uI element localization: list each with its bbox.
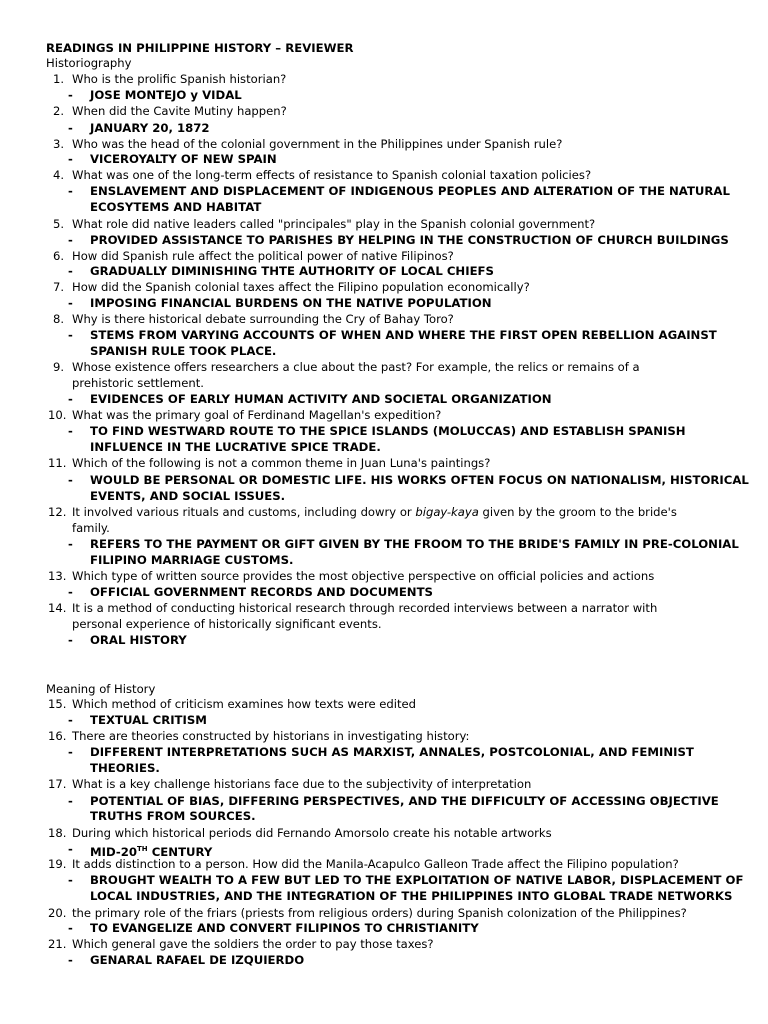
answer-text: TO FIND WESTWARD ROUTE TO THE SPICE ISLANDS (MOLUCCAS) AND ESTABLISH SPANISH bbox=[90, 424, 686, 438]
item-number: 21. bbox=[48, 937, 67, 951]
question-text-part: It involved various rituals and customs, including dowry or bbox=[72, 505, 416, 519]
question-text: the primary role of the friars (priests from religious orders) during Spanish colonization of the Philippines? bbox=[72, 906, 687, 920]
question-text: Which method of criticism examines how texts were edited bbox=[72, 697, 417, 711]
answer-text: TEXTUAL CRITISM bbox=[90, 713, 207, 727]
answer-text: EVENTS, AND SOCIAL ISSUES. bbox=[90, 489, 286, 503]
question-text: Which type of written source provides the most objective perspective on official policies and actions bbox=[72, 569, 655, 583]
question-text: There are theories constructed by historians in investigating history: bbox=[72, 729, 470, 743]
answer-dash: - bbox=[68, 473, 73, 487]
answer-text-part: MID-20 bbox=[90, 845, 138, 859]
question-text: What was one of the long-term effects of resistance to Spanish colonial taxation policies? bbox=[72, 168, 592, 182]
answer-text: POTENTIAL OF BIAS, DIFFERING PERSPECTIVES, AND THE DIFFICULTY OF ACCESSING OBJECTIVE bbox=[90, 794, 719, 808]
item-number: 11. bbox=[48, 456, 67, 470]
question-text: Whose existence offers researchers a clue about the past? For example, the relics or remains of a bbox=[72, 360, 640, 374]
answer-text-part: CENTURY bbox=[147, 845, 213, 859]
answer-dash: - bbox=[68, 953, 73, 967]
item-number: 9. bbox=[52, 360, 64, 374]
answer-text: ENSLAVEMENT AND DISPLACEMENT OF INDIGENOUS PEOPLES AND ALTERATION OF THE NATURAL bbox=[90, 184, 730, 198]
answer-dash: - bbox=[68, 392, 73, 406]
answer-dash: - bbox=[68, 184, 73, 198]
answer-text: TO EVANGELIZE AND CONVERT FILIPINOS TO CHRISTIANITY bbox=[90, 921, 479, 935]
item-number: 19. bbox=[48, 857, 67, 871]
answer-dash: - bbox=[68, 633, 73, 647]
question-text: What is a key challenge historians face due to the subjectivity of interpretation bbox=[72, 777, 532, 791]
answer-superscript: TH bbox=[137, 845, 148, 853]
answer-dash: - bbox=[68, 296, 73, 310]
answer-text: SPANISH RULE TOOK PLACE. bbox=[90, 344, 277, 358]
question-text bbox=[72, 505, 677, 519]
answer-text: WOULD BE PERSONAL OR DOMESTIC LIFE. HIS WORKS OFTEN FOCUS ON NATIONALISM, HISTORICAL bbox=[90, 473, 749, 487]
question-text: What role did native leaders called "principales" play in the Spanish colonial government? bbox=[72, 217, 596, 231]
answer-text: JOSE MONTEJO y VIDAL bbox=[90, 88, 242, 102]
answer-text: FILIPINO MARRIAGE CUSTOMS. bbox=[90, 553, 294, 567]
item-number: 18. bbox=[48, 826, 67, 840]
item-number: 14. bbox=[48, 601, 67, 615]
answer-text: PROVIDED ASSISTANCE TO PARISHES BY HELPING IN THE CONSTRUCTION OF CHURCH BUILDINGS bbox=[90, 233, 729, 247]
question-text: Why is there historical debate surrounding the Cry of Bahay Toro? bbox=[72, 312, 454, 326]
question-text: When did the Cavite Mutiny happen? bbox=[72, 104, 287, 118]
answer-dash: - bbox=[68, 794, 73, 808]
answer-dash: - bbox=[68, 152, 73, 166]
item-number: 17. bbox=[48, 777, 67, 791]
item-number: 8. bbox=[52, 312, 64, 326]
item-number: 15. bbox=[48, 697, 67, 711]
item-number: 16. bbox=[48, 729, 67, 743]
question-text: How did the Spanish colonial taxes affect the Filipino population economically? bbox=[72, 280, 530, 294]
answer-text: IMPOSING FINANCIAL BURDENS ON THE NATIVE POPULATION bbox=[90, 296, 492, 310]
item-number: 7. bbox=[52, 280, 64, 294]
answer-text: DIFFERENT INTERPRETATIONS SUCH AS MARXIST, ANNALES, POSTCOLONIAL, AND FEMINIST bbox=[90, 745, 694, 759]
answer-text: GENARAL RAFAEL DE IZQUIERDO bbox=[90, 953, 305, 967]
section-heading-historiography: Historiography bbox=[46, 56, 132, 70]
item-number: 13. bbox=[48, 569, 67, 583]
answer-dash: - bbox=[68, 424, 73, 438]
question-text: During which historical periods did Fernando Amorsolo create his notable artworks bbox=[72, 826, 552, 840]
question-text: personal experience of historically significant events. bbox=[72, 617, 382, 631]
answer-dash: - bbox=[68, 842, 73, 856]
answer-text: OFFICIAL GOVERNMENT RECORDS AND DOCUMENTS bbox=[90, 585, 433, 599]
item-number: 6. bbox=[52, 249, 64, 263]
item-number: 3. bbox=[52, 137, 64, 151]
answer-text: LOCAL INDUSTRIES, AND THE INTEGRATION OF THE PHILIPPINES INTO GLOBAL TRADE NETWORKS bbox=[90, 889, 733, 903]
answer-dash: - bbox=[68, 585, 73, 599]
answer-dash: - bbox=[68, 873, 73, 887]
answer-dash: - bbox=[68, 537, 73, 551]
answer-text: VICEROYALTY OF NEW SPAIN bbox=[90, 152, 277, 166]
doc-title: READINGS IN PHILIPPINE HISTORY – REVIEWER bbox=[46, 41, 354, 55]
answer-text: EVIDENCES OF EARLY HUMAN ACTIVITY AND SOCIETAL ORGANIZATION bbox=[90, 392, 552, 406]
answer-text: THEORIES. bbox=[90, 761, 160, 775]
answer-dash: - bbox=[68, 121, 73, 135]
answer-dash: - bbox=[68, 921, 73, 935]
answer-dash: - bbox=[68, 745, 73, 759]
answer-text: JANUARY 20, 1872 bbox=[90, 121, 210, 135]
question-text: How did Spanish rule affect the political power of native Filipinos? bbox=[72, 249, 454, 263]
answer-dash: - bbox=[68, 713, 73, 727]
answer-dash: - bbox=[68, 233, 73, 247]
question-text: What was the primary goal of Ferdinand Magellan's expedition? bbox=[72, 408, 442, 422]
answer-text: REFERS TO THE PAYMENT OR GIFT GIVEN BY THE FROOM TO THE BRIDE'S FAMILY IN PRE-COLONIAL bbox=[90, 537, 739, 551]
answer-text: INFLUENCE IN THE LUCRATIVE SPICE TRADE. bbox=[90, 440, 381, 454]
question-text: family. bbox=[72, 521, 110, 535]
question-text: It is a method of conducting historical research through recorded interviews between a narrator with bbox=[72, 601, 658, 615]
item-number: 4. bbox=[52, 168, 64, 182]
question-text: Who was the head of the colonial government in the Philippines under Spanish rule? bbox=[72, 137, 563, 151]
answer-text: TRUTHS FROM SOURCES. bbox=[90, 809, 256, 823]
question-text: Who is the prolific Spanish historian? bbox=[72, 72, 287, 86]
section-heading-meaning-of-history: Meaning of History bbox=[46, 682, 156, 696]
question-text: It adds distinction to a person. How did the Manila-Acapulco Galleon Trade affect the Filipino population? bbox=[72, 857, 679, 871]
item-number: 2. bbox=[52, 104, 64, 118]
answer-text: BROUGHT WEALTH TO A FEW BUT LED TO THE EXPLOITATION OF NATIVE LABOR, DISPLACEMENT OF bbox=[90, 873, 744, 887]
question-text-part: given by the groom to the bride's bbox=[478, 505, 677, 519]
answer-dash: - bbox=[68, 264, 73, 278]
answer-dash: - bbox=[68, 328, 73, 342]
item-number: 5. bbox=[52, 217, 64, 231]
answer-text: ORAL HISTORY bbox=[90, 633, 187, 647]
item-number: 12. bbox=[48, 505, 67, 519]
question-text: Which of the following is not a common theme in Juan Luna's paintings? bbox=[72, 456, 491, 470]
question-text: prehistoric settlement. bbox=[72, 376, 204, 390]
item-number: 20. bbox=[48, 906, 67, 920]
answer-text: GRADUALLY DIMINISHING THTE AUTHORITY OF LOCAL CHIEFS bbox=[90, 264, 494, 278]
item-number: 1. bbox=[52, 72, 64, 86]
item-number: 10. bbox=[48, 408, 67, 422]
answer-text: STEMS FROM VARYING ACCOUNTS OF WHEN AND WHERE THE FIRST OPEN REBELLION AGAINST bbox=[90, 328, 717, 342]
question-text-italic: bigay-kaya bbox=[415, 505, 479, 519]
answer-dash: - bbox=[68, 88, 73, 102]
question-text: Which general gave the soldiers the order to pay those taxes? bbox=[72, 937, 434, 951]
answer-text: ECOSYTEMS AND HABITAT bbox=[90, 200, 262, 214]
